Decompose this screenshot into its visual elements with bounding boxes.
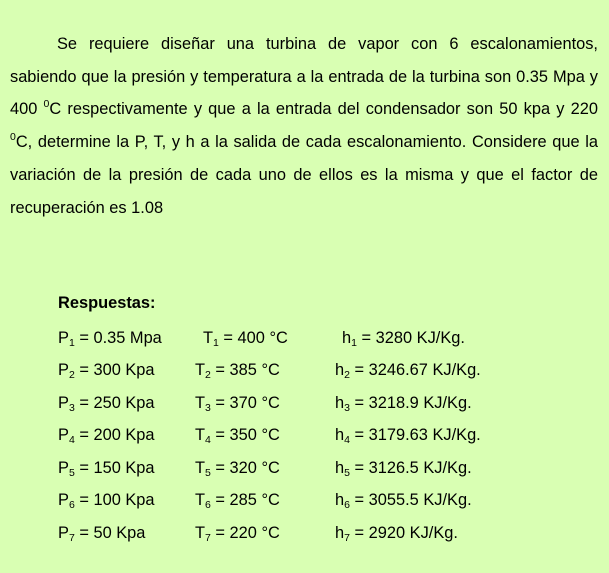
answers-title: Respuestas: [58,294,156,312]
pressure-text: = 100 Kpa [74,491,155,509]
enthalpy-text: = 3218.9 KJ/Kg. [349,393,472,412]
pressure-text: = 50 Kpa [74,523,146,542]
temperature-value [203,322,288,355]
temperature-subscript: 7 [205,531,211,544]
pressure-subscript: 3 [68,401,75,414]
temperature-symbol: T [195,458,206,477]
problem-text-part-2: C respectivamente y que a la entrada del condensador son 50 kpa y 220 [49,100,599,119]
pressure-value [58,452,155,485]
pressure-symbol: P [58,393,69,412]
answer-row [58,354,598,387]
enthalpy-subscript: 6 [344,499,350,511]
temperature-subscript: 6 [205,499,211,511]
pressure-symbol: P [58,361,69,379]
enthalpy-value [335,354,481,387]
pressure-text: = 0.35 Mpa [74,328,162,347]
enthalpy-subscript: 7 [344,531,350,544]
enthalpy-symbol: h [335,491,345,509]
temperature-symbol: T [203,328,214,347]
enthalpy-value [335,484,472,517]
enthalpy-text: = 2920 KJ/Kg. [349,523,458,542]
temperature-subscript: 2 [205,369,211,381]
degree-superscript-2: 0 [10,131,16,144]
temperature-subscript: 1 [213,336,219,349]
temperature-subscript: 3 [205,401,211,414]
enthalpy-text: = 3246.67 KJ/Kg. [349,361,481,379]
temperature-text: = 370 °C [210,393,280,412]
temperature-text: = 350 °C [210,426,280,444]
pressure-subscript: 7 [68,531,75,544]
answer-row [58,419,598,452]
temperature-text: = 285 °C [210,491,280,509]
temperature-text: = 220 °C [210,523,280,542]
pressure-value [58,387,155,420]
enthalpy-subscript: 2 [344,369,350,381]
enthalpy-subscript: 1 [351,336,357,349]
enthalpy-text: = 3280 KJ/Kg. [356,328,465,347]
enthalpy-value [335,387,472,420]
pressure-subscript: 6 [68,499,75,511]
answer-row [58,322,598,355]
answer-row [58,484,598,517]
temperature-value [195,354,280,387]
pressure-symbol: P [58,458,69,477]
temperature-symbol: T [195,361,206,379]
pressure-subscript: 2 [68,369,75,381]
answer-row [58,387,598,420]
pressure-symbol: P [58,328,69,347]
temperature-value [195,452,280,485]
temperature-text: = 400 °C [218,328,288,347]
answers-section [58,289,598,549]
problem-text-part-1: Se requiere diseñar una turbina de vapor con 6 escalonamientos, sabiendo que la presión y temperatura a la entrada de la turbina son 0.35 Mpa y 400 [10,35,598,119]
enthalpy-value [335,419,481,452]
temperature-value [195,387,280,420]
pressure-subscript: 1 [68,336,75,349]
pressure-subscript: 4 [68,434,75,446]
enthalpy-subscript: 4 [344,434,350,446]
enthalpy-symbol: h [335,361,345,379]
enthalpy-symbol: h [335,393,345,412]
pressure-symbol: P [58,426,69,444]
pressure-value [58,419,155,452]
temperature-symbol: T [195,393,206,412]
pressure-symbol: P [58,491,69,509]
enthalpy-text: = 3055.5 KJ/Kg. [349,491,472,509]
temperature-text: = 320 °C [210,458,280,477]
temperature-symbol: T [195,491,206,509]
enthalpy-value [342,322,465,355]
pressure-value [58,354,155,387]
pressure-text: = 150 Kpa [74,458,155,477]
temperature-subscript: 5 [205,466,211,479]
degree-superscript-1: 0 [43,98,50,111]
temperature-text: = 385 °C [210,361,280,379]
answer-row [58,517,598,550]
pressure-text: = 300 Kpa [74,361,155,379]
pressure-value [58,322,162,355]
enthalpy-subscript: 3 [344,401,350,414]
enthalpy-symbol: h [342,328,352,347]
enthalpy-symbol: h [335,458,345,477]
answer-row [58,452,598,485]
enthalpy-subscript: 5 [344,466,350,479]
enthalpy-text: = 3179.63 KJ/Kg. [349,426,481,444]
pressure-text: = 250 Kpa [74,393,155,412]
enthalpy-value [335,517,458,550]
problem-statement [10,28,598,224]
pressure-value [58,484,155,517]
temperature-value [195,419,280,452]
temperature-value [195,517,280,550]
temperature-symbol: T [195,523,206,542]
temperature-subscript: 4 [205,434,211,446]
temperature-symbol: T [195,426,206,444]
pressure-symbol: P [58,523,69,542]
pressure-subscript: 5 [68,466,75,479]
enthalpy-symbol: h [335,426,345,444]
pressure-value [58,517,145,550]
enthalpy-text: = 3126.5 KJ/Kg. [349,458,472,477]
pressure-text: = 200 Kpa [74,426,155,444]
problem-text-part-3: C, determine la P, T, y h a la salida de cada escalonamiento. Considere que la variación de la presión de cada uno de ellos es la misma y que el factor de recuperación es 1.08 [10,133,598,217]
enthalpy-symbol: h [335,523,345,542]
enthalpy-value [335,452,472,485]
temperature-value [195,484,280,517]
answers-table [58,322,598,550]
